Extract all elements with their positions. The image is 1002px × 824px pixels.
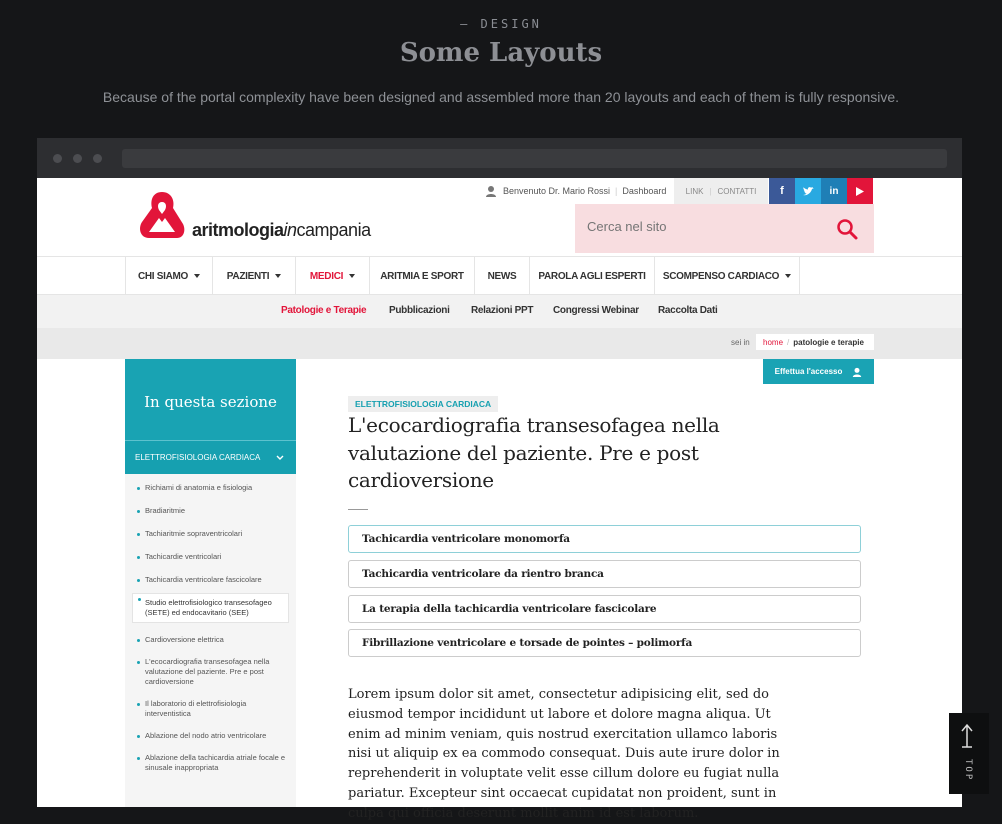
design-section-header: [0, 0, 1002, 138]
utility-links: LINK | CONTATTI: [674, 178, 768, 204]
window-dot-icon: [73, 154, 82, 163]
breadcrumb-separator: /: [787, 337, 790, 347]
nav-medici[interactable]: MEDICI: [295, 257, 369, 295]
window-dot-icon: [53, 154, 62, 163]
subnav-relazioni-ppt[interactable]: Relazioni PPT: [471, 305, 534, 316]
title-divider: [348, 509, 368, 510]
welcome-text: Benvenuto Dr. Mario Rossi: [503, 186, 611, 196]
search-icon[interactable]: [836, 218, 858, 240]
browser-chrome: [37, 138, 962, 178]
chevron-down-icon: [276, 455, 284, 461]
search-input[interactable]: [587, 219, 817, 234]
sidebar-item[interactable]: L'ecocardiografia transesofagea nella valutazione del paziente. Pre e post cardioversione: [125, 657, 296, 687]
sidebar-item[interactable]: Bradiaritmie: [125, 506, 296, 516]
sidebar-item[interactable]: Il laboratorio di elettrofisiologia interventistica: [125, 699, 296, 719]
address-bar[interactable]: [122, 149, 947, 168]
sidebar-item[interactable]: Tachiaritmie sopraventricolari: [125, 529, 296, 539]
sidebar-item[interactable]: Richiami di anatomia e fisiologia: [125, 483, 296, 493]
dashboard-link[interactable]: Dashboard: [622, 186, 667, 196]
nav-pazienti[interactable]: PAZIENTI: [212, 257, 295, 295]
nav-chi-siamo[interactable]: CHI SIAMO: [125, 257, 212, 295]
nav-scompenso-cardiaco[interactable]: SCOMPENSO CARDIACO: [654, 257, 800, 295]
website-screenshot: [37, 178, 962, 821]
youtube-icon[interactable]: [847, 178, 873, 204]
section-sidebar: [125, 359, 296, 807]
nav-aritmia-e-sport[interactable]: ARITMIA E SPORT: [369, 257, 474, 295]
link-link[interactable]: LINK: [685, 186, 704, 196]
article-category-tag[interactable]: ELETTROFISIOLOGIA CARDIACA: [348, 396, 498, 412]
accordion-item[interactable]: Tachicardia ventricolare monomorfa: [348, 525, 861, 553]
article-body: Lorem ipsum dolor sit amet, consectetur adipisicing elit, sed do eiusmod tempor incididunt ut labore et dolore magna aliqua. Ut enim ad minim veniam, quis nostrud exercitation ullamco laboris nisi ut aliquip ex ea commodo consequat. Duis aute irure dolor in reprehenderit in voluptate velit esse cillum dolore eu fugiat nulla pariatur. Excepteur sint occaecat cupidatat non proident, sunt in culpa qui officia deserunt mollit anim id est laborum.: [348, 687, 780, 821]
site-logo-text[interactable]: aritmologiaincampania: [192, 220, 371, 240]
sub-navigation: [37, 295, 962, 328]
accordion-item[interactable]: La terapia della tachicardia ventricolare fascicolare: [348, 595, 861, 623]
sidebar-item[interactable]: Cardioversione elettrica: [125, 635, 296, 645]
contatti-link[interactable]: CONTATTI: [717, 186, 757, 196]
sidebar-category[interactable]: [125, 440, 296, 474]
subnav-raccolta-dati[interactable]: Raccolta Dati: [658, 305, 718, 316]
sidebar-heading: In questa sezione: [125, 359, 296, 440]
section-subtitle: Because of the portal complexity have been designed and assembled more than 20 layouts and each of them is fully responsive.: [102, 89, 900, 105]
caret-down-icon: [349, 274, 355, 278]
caret-down-icon: [275, 274, 281, 278]
arrow-up-icon: [960, 723, 974, 749]
nav-parola-agli-esperti[interactable]: PAROLA AGLI ESPERTI: [529, 257, 654, 295]
nav-news[interactable]: NEWS: [474, 257, 529, 295]
sidebar-item[interactable]: Ablazione della tachicardia atriale focale e sinusale inappropriata: [125, 753, 296, 773]
subnav-pubblicazioni[interactable]: Pubblicazioni: [389, 305, 450, 316]
user-icon: [852, 367, 862, 377]
sidebar-category-label: ELETTROFISIOLOGIA CARDIACA: [135, 453, 261, 462]
breadcrumb-label: sei in: [731, 338, 750, 347]
article-title: L'ecocardiografia transesofagea nella valutazione del paziente. Pre e post cardioversione: [348, 413, 720, 492]
accordion-item[interactable]: Tachicardia ventricolare da rientro branca: [348, 560, 861, 588]
breadcrumb-home[interactable]: home: [763, 337, 784, 347]
subnav-congressi-webinar[interactable]: Congressi Webinar: [553, 305, 639, 316]
main-navigation: [37, 256, 962, 295]
login-button[interactable]: [763, 359, 874, 384]
caret-down-icon: [785, 274, 791, 278]
top-label: TOP: [963, 759, 973, 782]
sidebar-item[interactable]: Tachicardia ventricolare fascicolare: [125, 575, 296, 585]
facebook-icon[interactable]: f: [769, 178, 795, 204]
sidebar-item-active[interactable]: Studio elettrofisiologico transesofageo (SETE) ed endocavitario (SEE): [132, 593, 289, 623]
heart-logo-icon: [137, 188, 187, 244]
sidebar-item[interactable]: Tachicardie ventricolari: [125, 552, 296, 562]
subnav-patologie-e-terapie[interactable]: Patologie e Terapie: [281, 305, 367, 316]
linkedin-icon[interactable]: in: [821, 178, 847, 204]
scroll-to-top-button[interactable]: [949, 713, 989, 794]
user-welcome: Benvenuto Dr. Mario Rossi | Dashboard: [485, 178, 671, 204]
breadcrumb: [37, 328, 962, 359]
sidebar-item[interactable]: Ablazione del nodo atrio ventricolare: [125, 731, 296, 741]
window-dot-icon: [93, 154, 102, 163]
site-search: [575, 204, 874, 253]
breadcrumb-current: patologie e terapie: [793, 337, 864, 347]
accordion-item[interactable]: Fibrillazione ventricolare e torsade de pointes – polimorfa: [348, 629, 861, 657]
caret-down-icon: [194, 274, 200, 278]
sidebar-list: [125, 474, 296, 773]
section-eyebrow: — DESIGN: [460, 17, 542, 31]
user-icon: [485, 185, 497, 197]
browser-mockup: [37, 138, 962, 821]
breadcrumb-trail: [756, 334, 874, 350]
section-title: Some Layouts: [399, 38, 603, 68]
login-label: Effettua l'accesso: [774, 367, 843, 376]
twitter-icon[interactable]: [795, 178, 821, 204]
